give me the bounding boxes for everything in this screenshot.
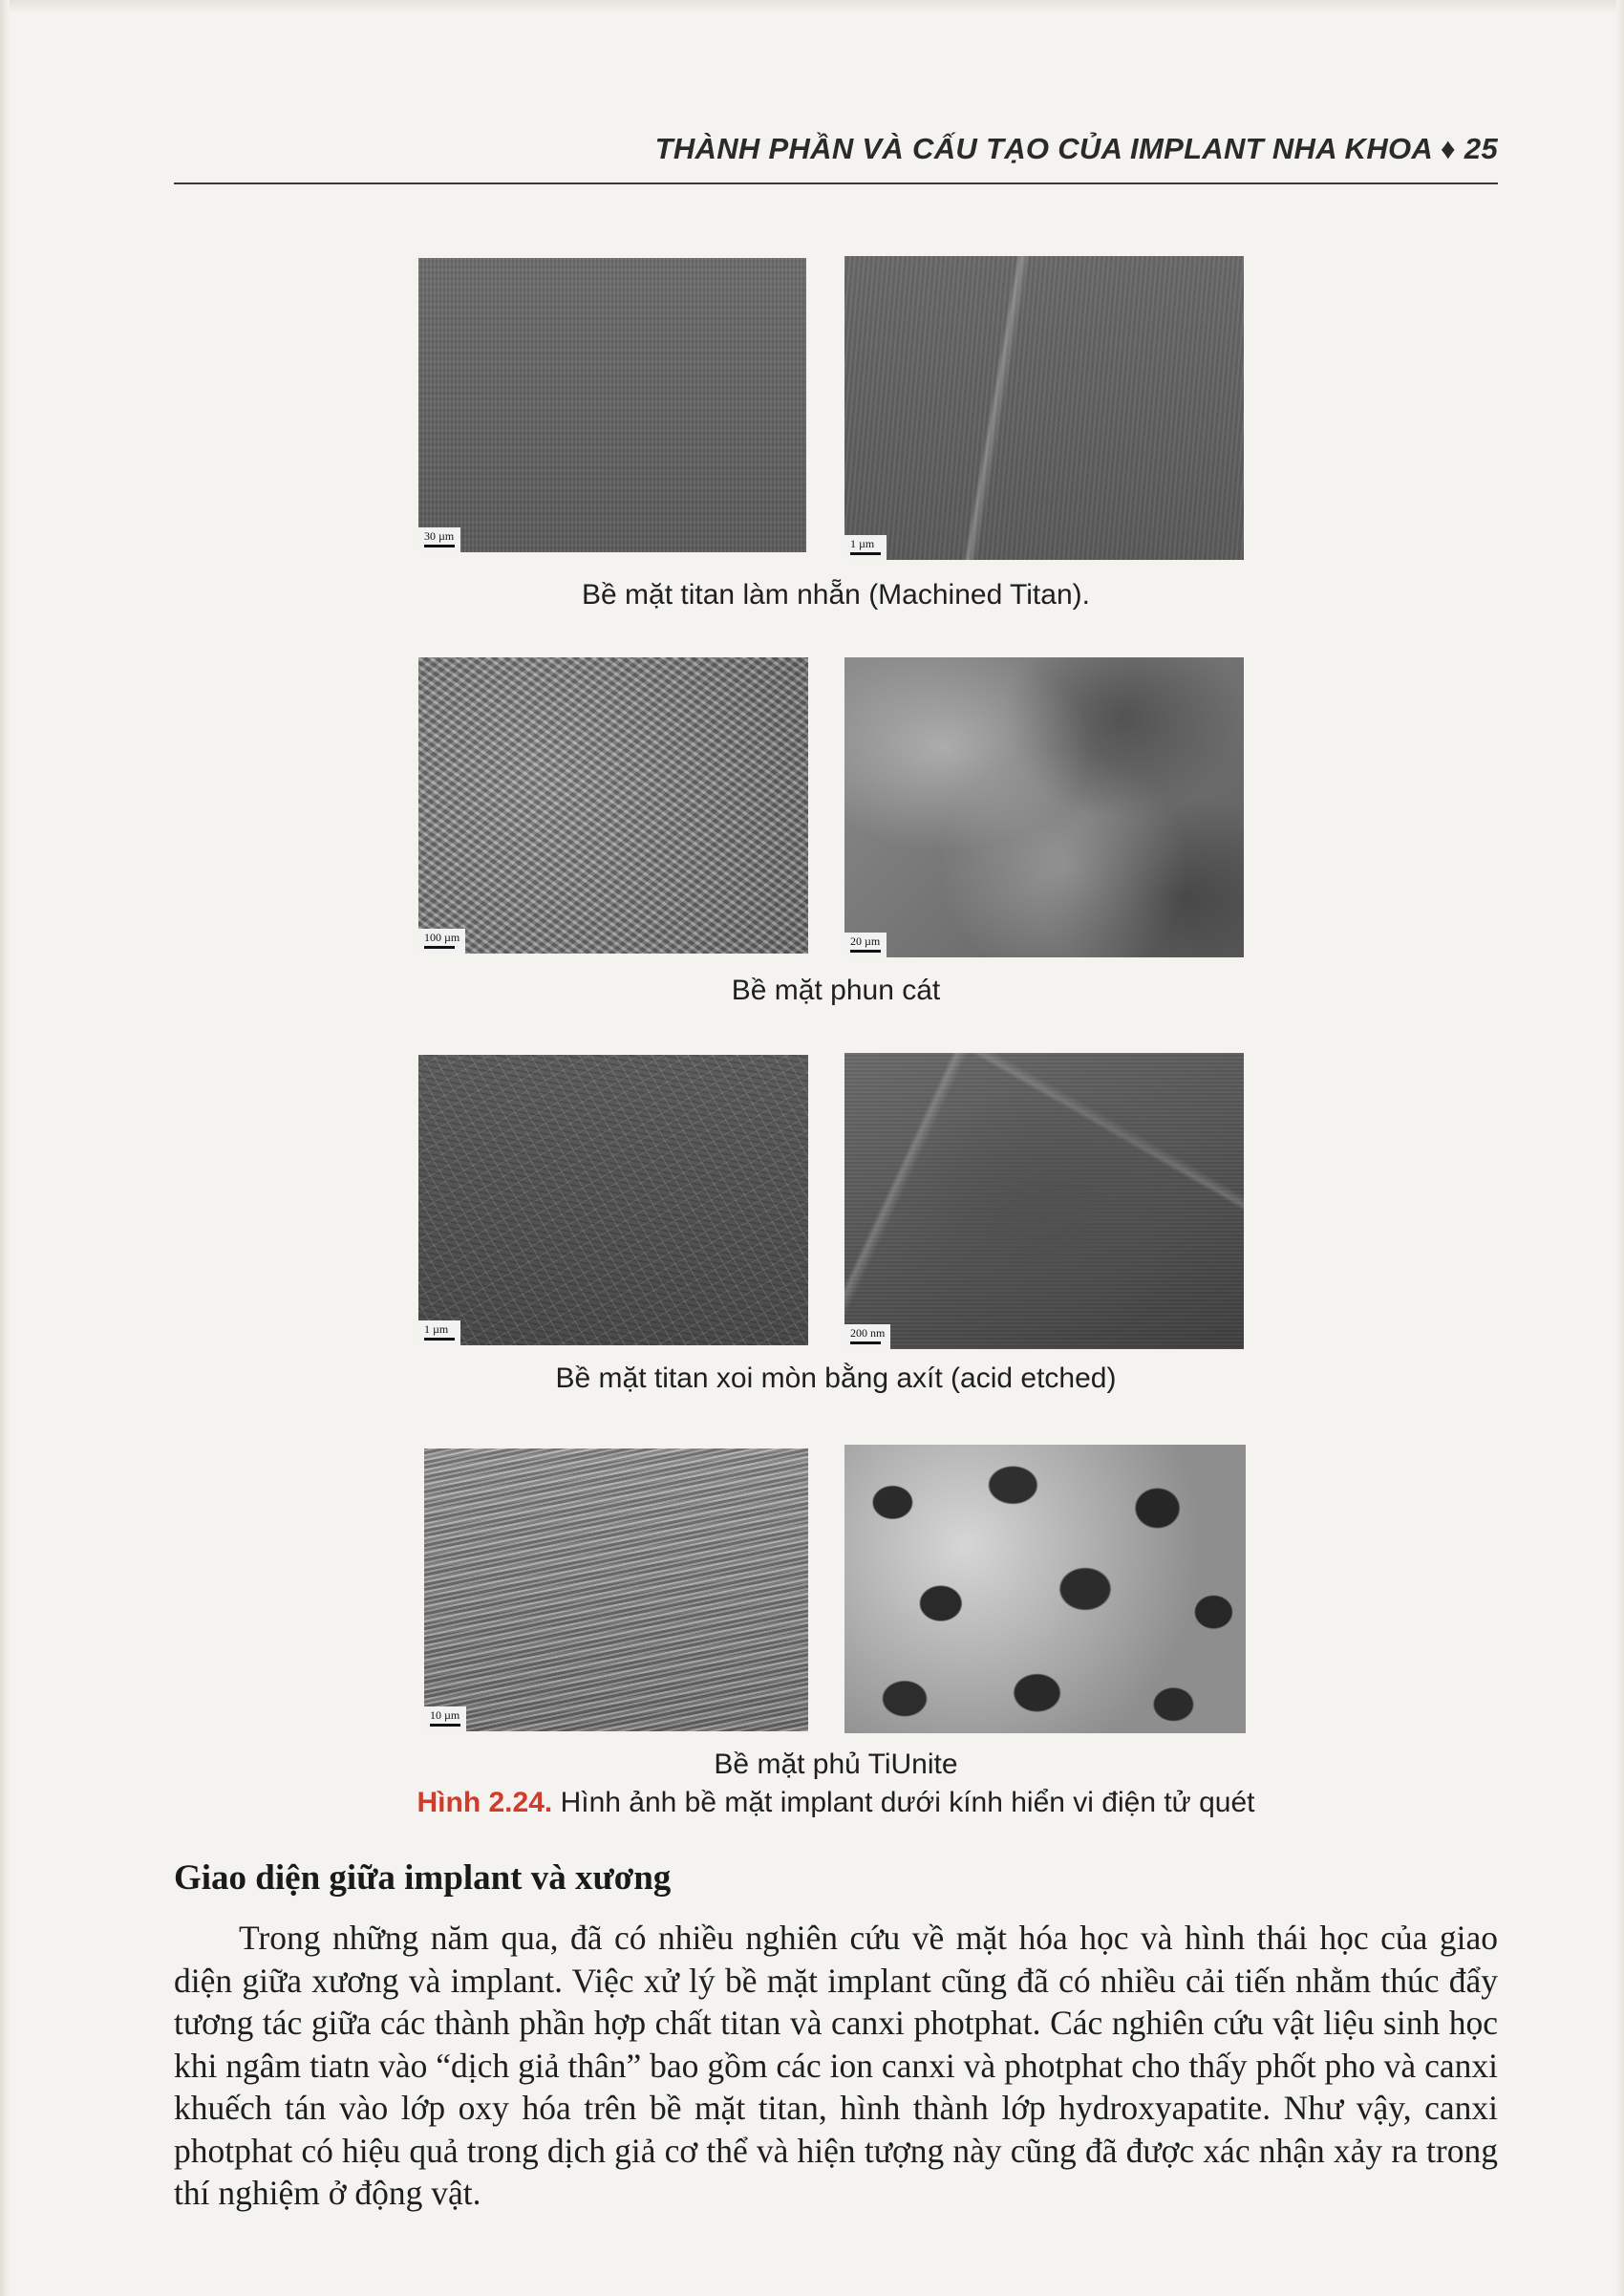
sem-image-machined-high-mag [844,256,1244,560]
sem-image-acid-etched-high-mag [844,1053,1244,1349]
section-heading: Giao diện giữa implant và xương [174,1858,672,1898]
body-paragraph: Trong những năm qua, đã có nhiều nghiên cứu về mặt hóa học và hình thái học của giao diện giữa xương và implant. Việc xử lý bề mặt implant cũng đã có nhiều cải tiến nhằm thúc đẩy tương tác giữa các thành phần hợp chất titan và canxi photphat. Các nghiên cứu vật liệu sinh học khi ngâm tiatn vào “dịch giả thân” bao gồm các ion canxi và photphat cho thấy phốt pho và canxi khuếch tán vào lớp oxy hóa trên bề mặt titan, hình thành lớp hydroxyapatite. Như vậy, canxi photphat có hiệu quả trong dịch giả cơ thể và hiện tượng này cũng đã được xác nhận xảy ra trong thí nghiệm ở động vật. [174,1919,1498,2212]
scale-bar-label: 20 µm [850,934,881,948]
running-header: THÀNH PHẦN VÀ CẤU TẠO CỦA IMPLANT NHA KHOA ♦ 25 [654,132,1498,165]
sem-image-sandblasted-low-mag [418,657,808,954]
scale-bar-label: 1 µm [424,1322,449,1336]
page-edge [0,0,1624,13]
scale-bar [418,929,465,954]
sem-image-sandblasted-high-mag [844,657,1244,957]
sem-image-tiunite-porous [844,1445,1246,1733]
scale-bar-label: 1 µm [850,537,875,550]
scale-bar [418,1320,460,1345]
page-edge-left [0,0,10,2296]
scale-bar-line [424,946,455,949]
figure-number: Hình 2.24. [417,1787,553,1818]
sem-image-tiunite-low-mag [424,1448,808,1731]
scale-bar-line [850,1341,881,1344]
subfigure-caption-acid-etched: Bề mặt titan xoi mòn bằng axít (acid etched) [555,1363,1117,1394]
sem-image-machined-low-mag [418,258,806,552]
scale-bar [418,527,460,552]
scale-bar-label: 30 µm [424,529,455,543]
scale-bar [844,535,887,560]
scale-bar-line [430,1724,460,1727]
scale-bar-label: 200 nm [850,1326,886,1340]
sem-image-acid-etched-low-mag [418,1055,808,1345]
subfigure-caption-tiunite: Bề mặt phủ TiUnite [714,1749,958,1780]
page-edge-right [1616,0,1624,2296]
scale-bar [844,1324,890,1349]
scale-bar-line [850,950,881,953]
header-divider [174,182,1498,184]
scale-bar [424,1706,466,1731]
scale-bar-label: 100 µm [424,931,460,944]
subfigure-caption-sandblasted: Bề mặt phun cát [731,975,941,1006]
scale-bar-line [424,1338,455,1341]
figure-caption [174,1787,1498,1819]
scale-bar-line [424,545,455,547]
subfigure-caption-machined: Bề mặt titan làm nhẵn (Machined Titan). [582,579,1090,611]
scale-bar-label: 10 µm [430,1708,460,1722]
figure-title: Hình ảnh bề mặt implant dưới kính hiển vi điện tử quét [552,1787,1255,1818]
scale-bar-line [850,552,881,555]
scale-bar [844,933,887,957]
